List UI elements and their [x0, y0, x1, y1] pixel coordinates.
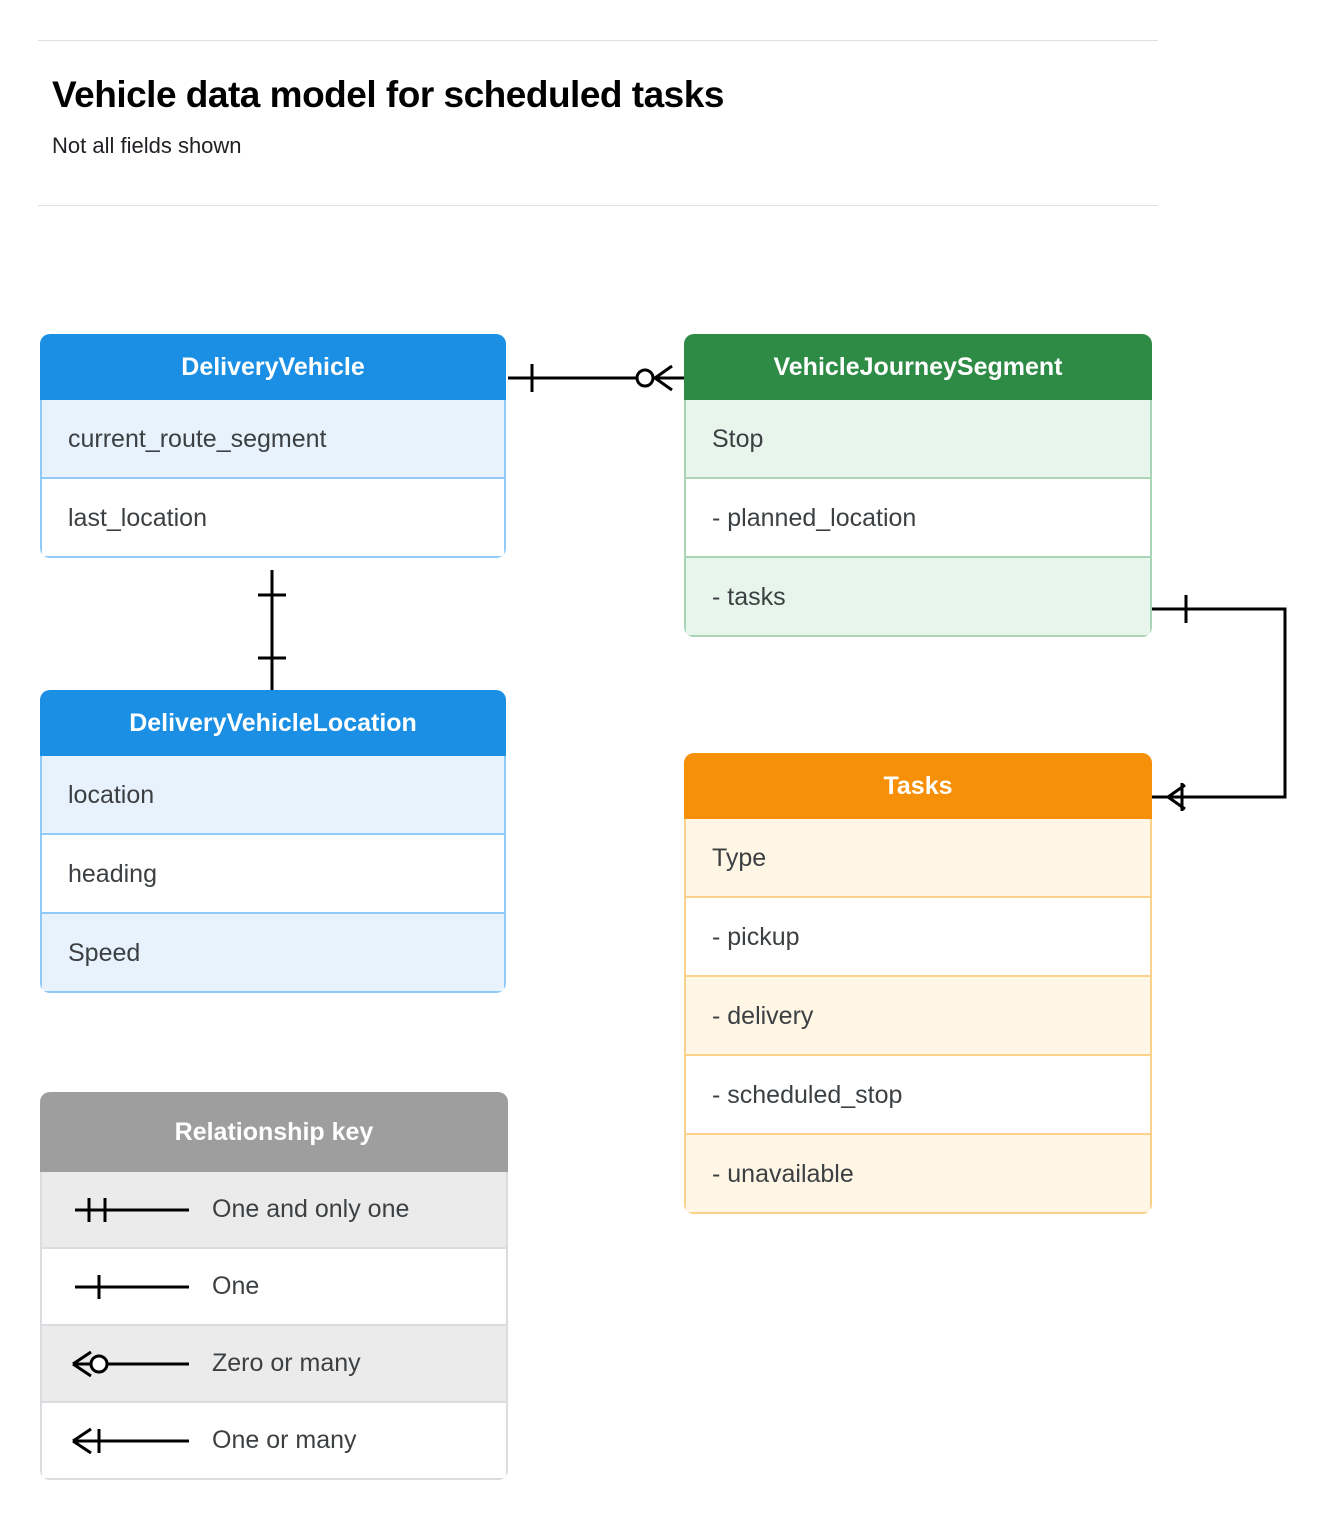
- entity-row: Speed: [40, 914, 506, 993]
- legend-item-label: One or many: [212, 1426, 357, 1454]
- entity-row: location: [40, 756, 506, 835]
- legend-item-one-and-only-one: [40, 1172, 508, 1249]
- entity-row: current_route_segment: [40, 400, 506, 479]
- entity-row: - scheduled_stop: [684, 1056, 1152, 1135]
- entity-row: Type: [684, 819, 1152, 898]
- crowfoot-zero-circle-vjs: [637, 370, 653, 386]
- entity-delivery-vehicle-location-title: DeliveryVehicleLocation: [40, 690, 506, 756]
- entity-vehicle-journey-segment-title: VehicleJourneySegment: [684, 334, 1152, 400]
- one-or-many-icon: [42, 1421, 212, 1461]
- legend-title: Relationship key: [40, 1092, 508, 1172]
- header-divider-top: [38, 40, 1158, 41]
- legend-item-label: One and only one: [212, 1195, 410, 1223]
- page-subtitle: Not all fields shown: [52, 133, 242, 158]
- crowfoot-many-lower-tasks: [1168, 797, 1185, 809]
- legend-item-one-or-many: [40, 1403, 508, 1480]
- entity-row: Stop: [684, 400, 1152, 479]
- connector-line-vjs-tasks: [1152, 609, 1285, 797]
- page-title: Vehicle data model for scheduled tasks: [52, 74, 724, 115]
- relationship-key-legend: [40, 1092, 508, 1480]
- entity-row: - delivery: [684, 977, 1152, 1056]
- entity-delivery-vehicle[interactable]: [40, 334, 506, 558]
- legend-item-label: One: [212, 1272, 260, 1300]
- entity-tasks-title: Tasks: [684, 753, 1152, 819]
- entity-row: - pickup: [684, 898, 1152, 977]
- entity-row: heading: [40, 835, 506, 914]
- entity-row: - unavailable: [684, 1135, 1152, 1214]
- entity-tasks[interactable]: [684, 753, 1152, 1214]
- entity-row: - planned_location: [684, 479, 1152, 558]
- crowfoot-many-upper-tasks: [1168, 785, 1185, 797]
- header-divider-bottom: [38, 205, 1158, 206]
- entity-delivery-vehicle-title: DeliveryVehicle: [40, 334, 506, 400]
- entity-delivery-vehicle-location[interactable]: [40, 690, 506, 993]
- crowfoot-many-upper-vjs: [655, 366, 672, 378]
- entity-row: - tasks: [684, 558, 1152, 637]
- legend-item-zero-or-many: [40, 1326, 508, 1403]
- legend-item-one: [40, 1249, 508, 1326]
- one-icon: [42, 1267, 212, 1307]
- crowfoot-many-lower-vjs: [655, 378, 672, 390]
- zero-or-many-icon: [42, 1344, 212, 1384]
- entity-vehicle-journey-segment[interactable]: [684, 334, 1152, 637]
- one-and-only-one-icon: [42, 1190, 212, 1230]
- legend-item-label: Zero or many: [212, 1349, 361, 1377]
- entity-row: last_location: [40, 479, 506, 558]
